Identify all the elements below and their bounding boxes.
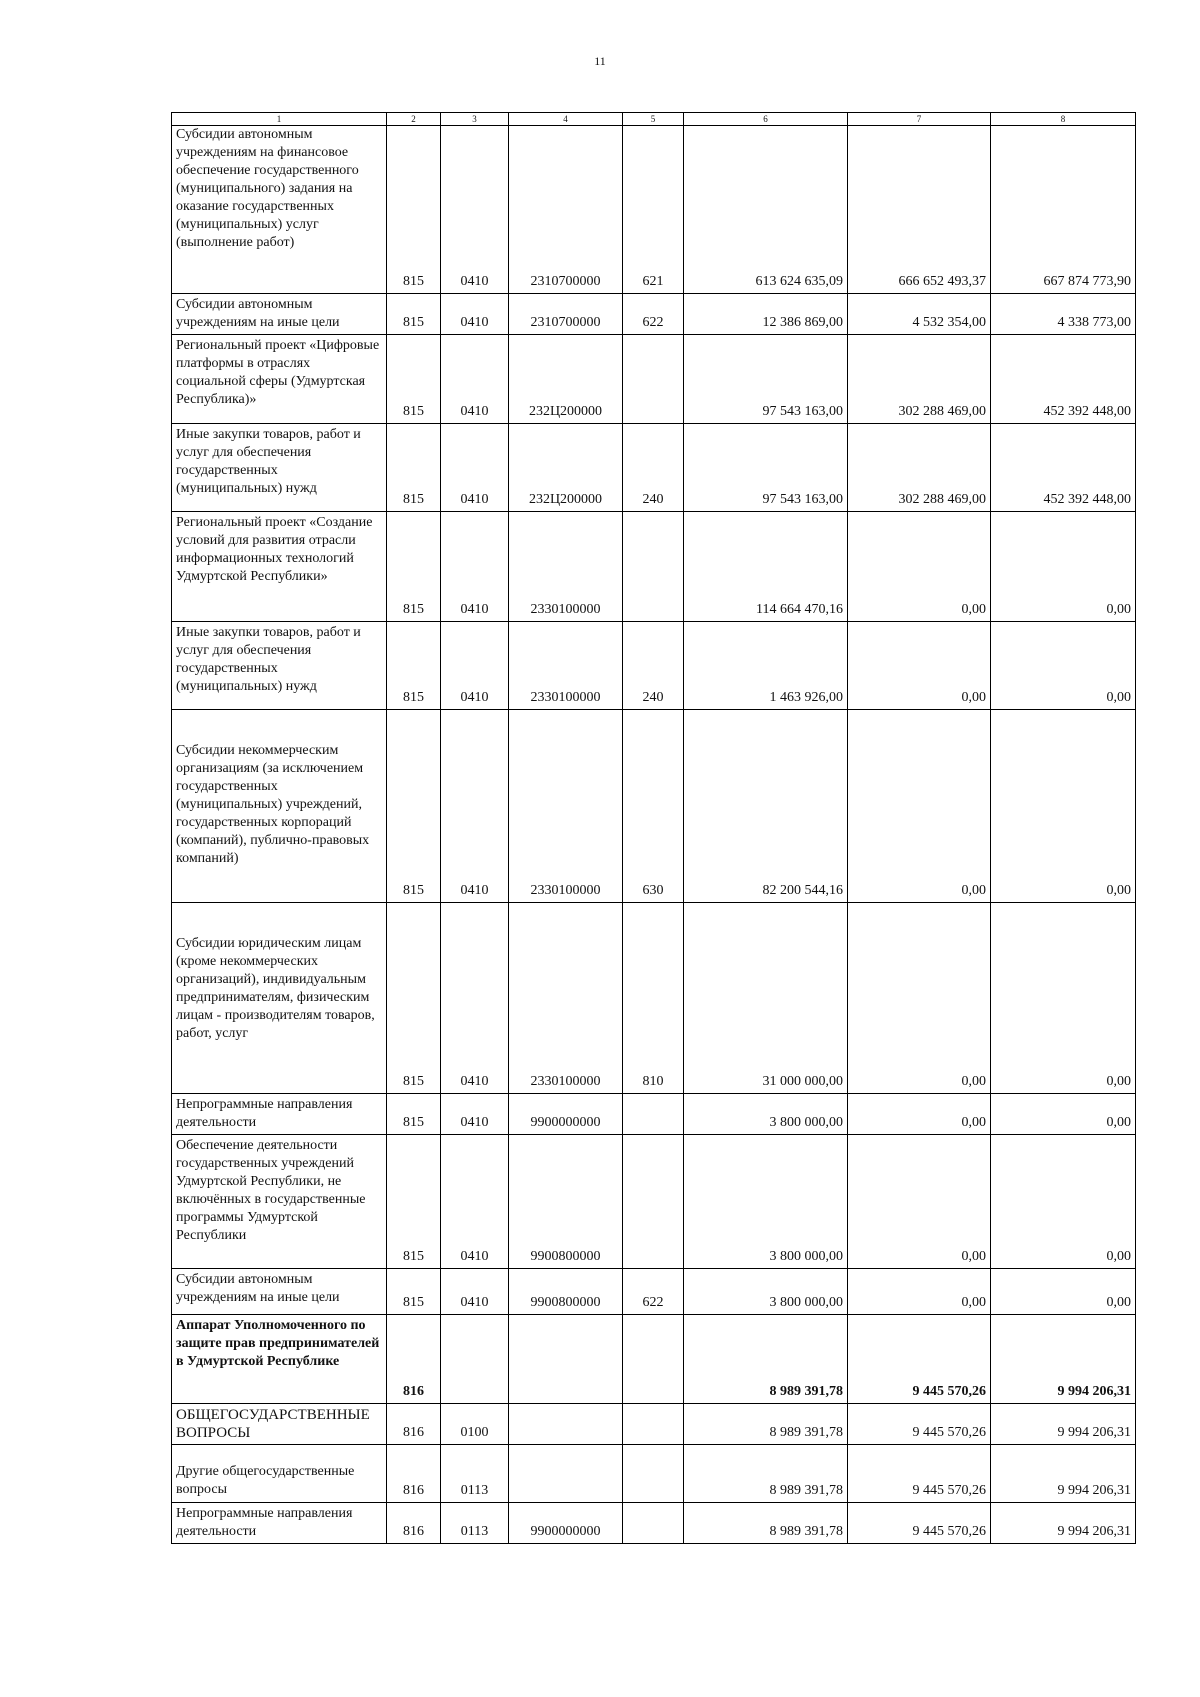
amount-year3: 452 392 448,00 <box>991 335 1136 424</box>
expense-type: 240 <box>623 424 684 512</box>
amount-year1: 3 800 000,00 <box>684 1094 848 1135</box>
section-code: 0410 <box>441 622 509 710</box>
target-article <box>509 1315 623 1404</box>
amount-year1: 97 543 163,00 <box>684 335 848 424</box>
section-code: 0113 <box>441 1503 509 1544</box>
amount-year2: 9 445 570,26 <box>848 1315 991 1404</box>
row-name: Субсидии юридическим лицам (кроме некоммерческих организаций), индивидуальным предпринимателям, физическим лицам - производителям товаров, работ, услуг <box>172 903 387 1094</box>
section-code: 0410 <box>441 710 509 903</box>
amount-year2: 0,00 <box>848 622 991 710</box>
amount-year3: 0,00 <box>991 1135 1136 1269</box>
target-article <box>509 1445 623 1503</box>
table-row <box>172 424 1136 512</box>
row-name: Иные закупки товаров, работ и услуг для обеспечения государственных (муниципальных) нужд <box>172 424 387 512</box>
target-article: 9900000000 <box>509 1503 623 1544</box>
section-code: 0410 <box>441 1135 509 1269</box>
expense-type <box>623 1315 684 1404</box>
row-name: Субсидии автономным учреждениям на иные цели <box>172 294 387 335</box>
table-row <box>172 710 1136 903</box>
row-name: Субсидии некоммерческим организациям (за исключением государственных (муниципальных) учреждений, государственных корпораций (компаний), публично-правовых компаний) <box>172 710 387 903</box>
amount-year2: 0,00 <box>848 1094 991 1135</box>
row-name: ОБЩЕГОСУДАРСТВЕННЫЕ ВОПРОСЫ <box>172 1404 387 1445</box>
grbs-code: 815 <box>387 512 441 622</box>
amount-year1: 8 989 391,78 <box>684 1445 848 1503</box>
amount-year3: 0,00 <box>991 710 1136 903</box>
expense-type: 630 <box>623 710 684 903</box>
grbs-code: 815 <box>387 1135 441 1269</box>
grbs-code: 816 <box>387 1445 441 1503</box>
table-row <box>172 1269 1136 1315</box>
target-article: 2330100000 <box>509 622 623 710</box>
column-number-row <box>172 113 1136 126</box>
amount-year2: 9 445 570,26 <box>848 1445 991 1503</box>
table-row <box>172 1094 1136 1135</box>
amount-year3: 0,00 <box>991 622 1136 710</box>
amount-year3: 452 392 448,00 <box>991 424 1136 512</box>
grbs-code: 815 <box>387 710 441 903</box>
column-header: 6 <box>684 113 848 126</box>
section-code: 0113 <box>441 1445 509 1503</box>
amount-year1: 8 989 391,78 <box>684 1503 848 1544</box>
amount-year2: 9 445 570,26 <box>848 1404 991 1445</box>
expense-type: 810 <box>623 903 684 1094</box>
amount-year1: 8 989 391,78 <box>684 1315 848 1404</box>
expense-type <box>623 1404 684 1445</box>
table-row <box>172 1503 1136 1544</box>
amount-year3: 9 994 206,31 <box>991 1445 1136 1503</box>
row-name: Иные закупки товаров, работ и услуг для обеспечения государственных (муниципальных) нужд <box>172 622 387 710</box>
column-header: 5 <box>623 113 684 126</box>
target-article: 2310700000 <box>509 294 623 335</box>
target-article: 2310700000 <box>509 126 623 294</box>
amount-year1: 114 664 470,16 <box>684 512 848 622</box>
amount-year1: 97 543 163,00 <box>684 424 848 512</box>
amount-year2: 0,00 <box>848 1269 991 1315</box>
amount-year1: 31 000 000,00 <box>684 903 848 1094</box>
section-code: 0410 <box>441 1269 509 1315</box>
table-row <box>172 903 1136 1094</box>
amount-year1: 8 989 391,78 <box>684 1404 848 1445</box>
expense-type: 621 <box>623 126 684 294</box>
grbs-code: 815 <box>387 622 441 710</box>
target-article <box>509 1404 623 1445</box>
amount-year3: 9 994 206,31 <box>991 1503 1136 1544</box>
amount-year1: 3 800 000,00 <box>684 1269 848 1315</box>
table-row <box>172 1445 1136 1503</box>
section-code <box>441 1315 509 1404</box>
grbs-code: 815 <box>387 1094 441 1135</box>
section-code: 0410 <box>441 1094 509 1135</box>
grbs-code: 815 <box>387 903 441 1094</box>
target-article: 9900000000 <box>509 1094 623 1135</box>
expense-type <box>623 1503 684 1544</box>
amount-year2: 0,00 <box>848 903 991 1094</box>
section-code: 0410 <box>441 294 509 335</box>
column-header: 3 <box>441 113 509 126</box>
table-row <box>172 1315 1136 1404</box>
grbs-code: 816 <box>387 1404 441 1445</box>
grbs-code: 816 <box>387 1315 441 1404</box>
row-name: Аппарат Уполномоченного по защите прав предпринимателей в Удмуртской Республике <box>172 1315 387 1404</box>
amount-year2: 0,00 <box>848 512 991 622</box>
section-code: 0100 <box>441 1404 509 1445</box>
amount-year3: 667 874 773,90 <box>991 126 1136 294</box>
row-name: Непрограммные направления деятельности <box>172 1094 387 1135</box>
amount-year3: 0,00 <box>991 1094 1136 1135</box>
table-row <box>172 512 1136 622</box>
grbs-code: 815 <box>387 1269 441 1315</box>
amount-year2: 4 532 354,00 <box>848 294 991 335</box>
target-article: 232Ц200000 <box>509 424 623 512</box>
table-row <box>172 622 1136 710</box>
amount-year2: 9 445 570,26 <box>848 1503 991 1544</box>
amount-year3: 0,00 <box>991 1269 1136 1315</box>
row-name: Субсидии автономным учреждениям на иные цели <box>172 1269 387 1315</box>
amount-year3: 4 338 773,00 <box>991 294 1136 335</box>
amount-year1: 1 463 926,00 <box>684 622 848 710</box>
amount-year2: 302 288 469,00 <box>848 335 991 424</box>
amount-year2: 0,00 <box>848 710 991 903</box>
row-name: Субсидии автономным учреждениям на финансовое обеспечение государственного (муниципального) задания на оказание государственных (муниципальных) услуг (выполнение работ) <box>172 126 387 294</box>
target-article: 2330100000 <box>509 710 623 903</box>
page-number: 11 <box>594 54 606 68</box>
expense-type: 622 <box>623 294 684 335</box>
row-name: Региональный проект «Создание условий для развития отрасли информационных технологий Удмуртской Республики» <box>172 512 387 622</box>
target-article: 9900800000 <box>509 1269 623 1315</box>
target-article: 232Ц200000 <box>509 335 623 424</box>
table-row <box>172 1404 1136 1445</box>
column-header: 7 <box>848 113 991 126</box>
amount-year1: 82 200 544,16 <box>684 710 848 903</box>
amount-year2: 666 652 493,37 <box>848 126 991 294</box>
section-code: 0410 <box>441 424 509 512</box>
grbs-code: 815 <box>387 424 441 512</box>
expense-type <box>623 512 684 622</box>
table-row <box>172 1135 1136 1269</box>
target-article: 2330100000 <box>509 512 623 622</box>
grbs-code: 816 <box>387 1503 441 1544</box>
amount-year2: 0,00 <box>848 1135 991 1269</box>
amount-year2: 302 288 469,00 <box>848 424 991 512</box>
section-code: 0410 <box>441 903 509 1094</box>
section-code: 0410 <box>441 335 509 424</box>
table-row <box>172 126 1136 294</box>
target-article: 2330100000 <box>509 903 623 1094</box>
section-code: 0410 <box>441 512 509 622</box>
row-name: Региональный проект «Цифровые платформы в отраслях социальной сферы (Удмуртская Республика)» <box>172 335 387 424</box>
table-row <box>172 335 1136 424</box>
expense-type <box>623 1135 684 1269</box>
column-header: 8 <box>991 113 1136 126</box>
amount-year1: 3 800 000,00 <box>684 1135 848 1269</box>
column-header: 1 <box>172 113 387 126</box>
target-article: 9900800000 <box>509 1135 623 1269</box>
expense-type <box>623 1445 684 1503</box>
column-header: 2 <box>387 113 441 126</box>
amount-year3: 0,00 <box>991 903 1136 1094</box>
row-name: Непрограммные направления деятельности <box>172 1503 387 1544</box>
budget-table <box>171 112 1136 1544</box>
row-name: Обеспечение деятельности государственных учреждений Удмуртской Республики, не включённых в государственные программы Удмуртской Республики <box>172 1135 387 1269</box>
column-header: 4 <box>509 113 623 126</box>
grbs-code: 815 <box>387 335 441 424</box>
amount-year3: 9 994 206,31 <box>991 1315 1136 1404</box>
grbs-code: 815 <box>387 294 441 335</box>
row-name: Другие общегосударственные вопросы <box>172 1445 387 1503</box>
amount-year1: 613 624 635,09 <box>684 126 848 294</box>
grbs-code: 815 <box>387 126 441 294</box>
expense-type <box>623 1094 684 1135</box>
section-code: 0410 <box>441 126 509 294</box>
table-row <box>172 294 1136 335</box>
expense-type: 240 <box>623 622 684 710</box>
expense-type <box>623 335 684 424</box>
amount-year3: 9 994 206,31 <box>991 1404 1136 1445</box>
amount-year1: 12 386 869,00 <box>684 294 848 335</box>
amount-year3: 0,00 <box>991 512 1136 622</box>
expense-type: 622 <box>623 1269 684 1315</box>
